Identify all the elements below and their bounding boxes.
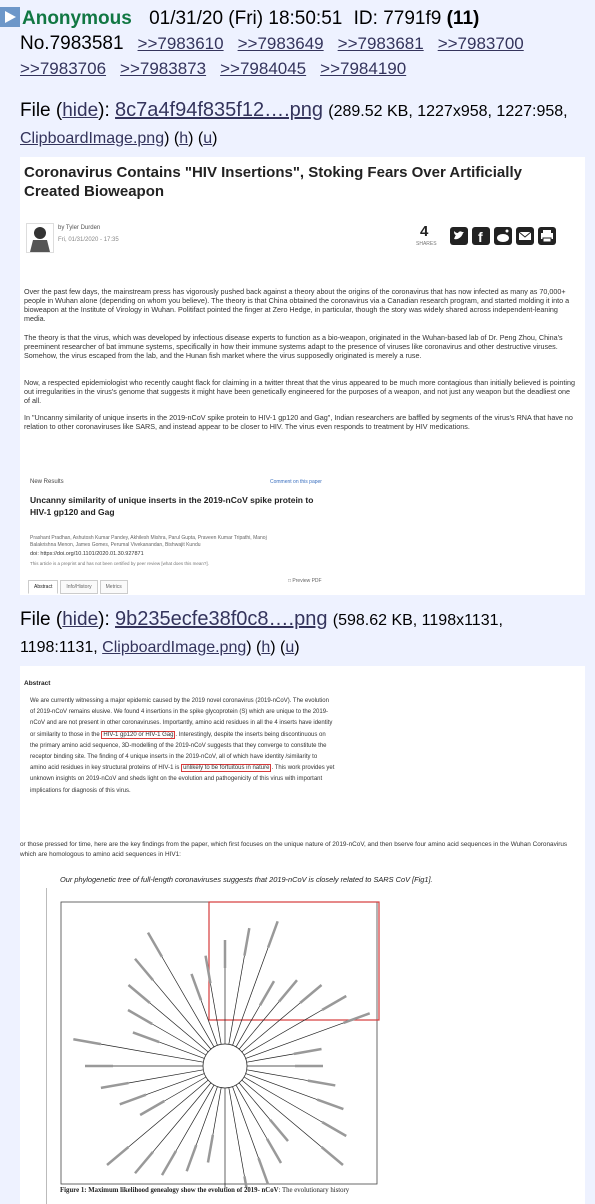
pdf-icon: □ <box>288 578 293 584</box>
svg-text:f: f <box>478 229 483 245</box>
tree-leaf-label <box>135 959 153 980</box>
tree-branch <box>152 1024 206 1055</box>
tree-leaf-label <box>259 1158 269 1184</box>
article-paragraph-2: The theory is that the virus, which was developed by infectious disease experts to function as a bio-weapon, originated in the Wuhan-based lab of Dr. Peng Zhou, China's preeminent researcher of bat immune systems, specifically in how their immune systems adapt to the presence of viruses like coronavirus and other destructive viruses. Somehow, the virus escaped from the lab, and the Hunan fish market where the virus supposedly originated is merely a ruse. <box>24 333 563 360</box>
tree-leaf-label <box>191 974 201 1000</box>
quotelink[interactable]: >>7983700 <box>437 34 524 53</box>
h-link[interactable]: h <box>179 130 189 147</box>
tree-branch <box>229 1088 245 1177</box>
quotelink[interactable]: >>7984190 <box>320 59 407 78</box>
figure-caption-rest: : The evolutionary history <box>278 1187 350 1194</box>
tree-branch <box>236 1085 267 1139</box>
new-results-label: New Results <box>30 479 64 485</box>
tree-root-ring <box>203 1044 247 1088</box>
attached-image-1[interactable] <box>20 157 585 595</box>
tree-leaf-label <box>206 956 211 984</box>
tree-leaf-label <box>270 1120 288 1141</box>
file-link[interactable]: 8c7a4f94f835f12….png <box>115 99 323 121</box>
reddit-icon[interactable] <box>494 227 512 245</box>
highlight-hiv: HIV-1 gp120 or HIV-1 Gag <box>103 731 174 738</box>
tab-metrics[interactable]: Metrics <box>100 580 128 594</box>
original-filename[interactable]: ClipboardImage.png <box>20 130 165 147</box>
tree-leaf-label <box>322 1122 346 1136</box>
article-title: Coronavirus Contains "HIV Insertions", Stoking Fears Over Artificially Created Bioweapon <box>24 164 522 200</box>
post-datetime: 01/31/20 (Fri) 18:50:51 <box>149 8 343 29</box>
tree-leaf-label <box>322 996 346 1010</box>
file-size: 289.52 KB, 1227x958, <box>333 103 492 120</box>
paper-title: Uncanny similarity of unique inserts in the 2019-nCoV spike protein to HIV-1 gp120 and Gag <box>30 495 314 517</box>
tree-leaf-label <box>128 1010 152 1024</box>
article-paragraph-3: Now, a respected epidemiologist who recently caught flack for claiming in a twitter threat that the virus appeared to be much more contagious than initially believed is pointing out irregularities in the virus's genome that suggests it might have been genetically engineered for the purposes of a weapon, and not just any weapon but the deadliest one of all. <box>24 378 575 405</box>
original-filename[interactable]: ClipboardImage.png <box>102 639 247 656</box>
tree-leaf-label <box>162 1151 176 1175</box>
tree-leaf-label <box>135 1152 153 1173</box>
article-paragraph-1: Over the past few days, the mainstream press has vigorously pushed back against a theory about the origins of the coronavirus that has now infected as many as 70,000+ people in Wuhan alone (depending on whom you believe). The theory is that China obtained the coronavirus via a Canadian research program, and started molding it into a bioweapon at the Institute of Virology in Wuhan. Politifact pointed the finger at Zero Hedge, in particular, though the story was widely shared across independent-leaning media. <box>24 287 570 323</box>
abstract-text-part: We are currently witnessing a major epidemic caused by the 2019 novel coronavirus (2019-nCoV). The evolution of 2019-nCoV remains elusive. We found 4 insertions in the spike glycoprotein (S) which are unique to the 2019-nCoV and are not present in other coronaviruses. Importantly, amino acid residues in all the 4 inserts have identity or similarity to those in the <box>30 698 333 738</box>
tree-branch <box>196 1087 217 1145</box>
tree-branch <box>128 1070 203 1083</box>
quotelink[interactable]: >>7984045 <box>220 59 307 78</box>
file-info-2: File (hide): 9b235ecfe38f0c8….png (598.62 KB, 1198x1131, 1198:1131, ClipboardImage.png) (h) (u) <box>20 608 503 656</box>
tree-leaf-label <box>128 985 149 1003</box>
article-date: Fri, 01/31/2020 - 17:35 <box>58 237 119 243</box>
post-menu-icon[interactable] <box>0 7 20 27</box>
tree-branch <box>246 1074 317 1100</box>
abstract-text-part: . This work provides yet unknown insights on 2019-nCoV and sheds light on the evolution and pathogenicity of this virus with important implications for diagnosis of this virus. <box>30 765 335 794</box>
tree-leaf-label <box>120 1095 146 1105</box>
tree-branch <box>153 980 211 1049</box>
h-link[interactable]: h <box>261 639 271 656</box>
tree-leaf-label <box>343 1013 369 1023</box>
print-icon[interactable] <box>538 227 556 245</box>
tree-branch <box>233 948 269 1046</box>
tree-leaf-label <box>140 1101 164 1115</box>
post-number[interactable]: No.7983581 <box>20 33 124 54</box>
tree-branch <box>233 1087 259 1158</box>
file-ratio: 1198:1131, <box>20 639 98 656</box>
tree-leaf-label <box>300 985 321 1003</box>
file-link[interactable]: 9b235ecfe38f0c8….png <box>115 608 328 630</box>
tree-branch <box>244 1077 322 1122</box>
tree-branch <box>247 1070 308 1081</box>
phylogenetic-tree <box>47 888 581 1188</box>
tree-branch <box>213 1088 221 1135</box>
tree-branch <box>229 956 245 1045</box>
tree-leaf-label <box>101 1083 129 1088</box>
highlight-unlikely: unlikely to be fortuitous in nature <box>183 765 270 772</box>
tree-leaf-label <box>317 1100 343 1110</box>
email-icon[interactable] <box>516 227 534 245</box>
abstract-text <box>30 696 335 797</box>
tree-leaf-label <box>208 1135 213 1163</box>
tree-leaf-label <box>244 928 249 956</box>
id-label: ID: <box>353 8 378 29</box>
u-link[interactable]: u <box>285 639 295 656</box>
post-header <box>0 6 595 81</box>
paper-authors: Prashant Pradhan, Ashutosh Kumar Pandey, Akhilesh Mishra, Parul Gupta, Praveen Kumar Tripathi, Manoj Balakrishna Menon, James Gomes, Perumal Vivekanandan, Bishwajit Kundu <box>30 535 267 548</box>
tree-leaf-label <box>279 980 297 1001</box>
author-avatar <box>26 223 54 253</box>
summary-text: or those pressed for time, here are the key findings from the paper, which first focuses on the unique nature of 2019-nCoV, and then bserve four amino acid sequences in the Wuhan Coronavirus which are homologous to amino acid sequences in HIV1: <box>20 841 568 858</box>
tree-leaf-label <box>294 1049 322 1054</box>
tree-branch <box>239 1083 270 1120</box>
phylogenetic-tree-panel <box>46 888 581 1204</box>
quotelink[interactable]: >>7983649 <box>237 34 324 53</box>
comment-link[interactable]: Comment on this paper <box>270 479 322 485</box>
shares-count: 4 <box>420 223 429 240</box>
abstract-heading: Abstract <box>24 680 51 687</box>
tree-branch <box>242 1080 322 1147</box>
poster-name: Anonymous <box>22 8 132 29</box>
shares-label: SHARES <box>416 241 437 247</box>
tree-branch <box>210 983 221 1044</box>
tree-branch <box>101 1044 203 1062</box>
tree-branch <box>244 1010 322 1055</box>
tree-branch <box>153 1083 211 1152</box>
quotelink[interactable]: >>7983681 <box>337 34 424 53</box>
quotelink[interactable]: >>7983873 <box>120 59 207 78</box>
quotelink[interactable]: >>7983706 <box>20 59 107 78</box>
tree-leaf-label <box>187 1145 197 1171</box>
figure-title: Maximum likelihood genealogy show the evolution of 2019- nCoV <box>88 1187 279 1194</box>
tree-leaf-label <box>268 921 278 947</box>
file-size: 598.62 KB, 1198x1131, <box>338 612 503 629</box>
tree-leaf-label <box>107 1147 128 1165</box>
paper-doi: doi: https://doi.org/10.1101/2020.01.30.927871 <box>30 551 144 557</box>
twitter-icon[interactable] <box>450 227 468 245</box>
article-paragraph-4: In "Uncanny similarity of unique inserts in the 2019-nCoV spike protein to HIV-1 gp120 and Gag", Indian researchers are baffled by segments of the virus's RNA that have no relation to other coronaviruses like SARS, and instead appear to be closer to HIV. The virus even responds to treatment by HIV medications. <box>24 413 573 431</box>
tree-leaf-label <box>267 1139 281 1163</box>
tree-leaf-label <box>133 1032 159 1042</box>
preview-pdf-link[interactable] <box>288 578 322 584</box>
figure-label: Figure 1: <box>60 1187 87 1194</box>
preprint-notice: This article is a preprint and has not been certified by peer review [what does this mean?]. <box>30 561 209 566</box>
hide-link[interactable]: hide <box>62 100 99 121</box>
figure-caption <box>60 1187 349 1194</box>
author-name: by Tyler Durden <box>58 225 101 231</box>
tree-caption: Our phylogenetic tree of full-length coronaviruses suggests that 2019-nCoV is closely related to SARS CoV [Fig1]. <box>60 875 433 884</box>
tab-info-history[interactable]: Info/History <box>60 580 97 594</box>
hide-link[interactable]: hide <box>62 609 99 630</box>
tree-leaf-label <box>73 1039 101 1044</box>
preview-pdf-label: Preview PDF <box>292 578 322 584</box>
tree-branch <box>146 1074 204 1095</box>
paper-tabs <box>28 575 130 594</box>
facebook-icon[interactable] <box>472 227 490 245</box>
tree-leaf-label <box>322 1147 343 1165</box>
u-link[interactable]: u <box>203 130 213 147</box>
tab-abstract[interactable]: Abstract <box>28 580 58 594</box>
file-info-1: File (hide): 8c7a4f94f835f12….png (289.52 KB, 1227x958, 1227:958, ClipboardImage.png) (h) (u) <box>20 99 568 147</box>
abstract-text-part: . Interestingly, despite the inserts being discontinuous on the primary amino acid sequence, 3D-modelling of the 2019-nCoV suggests that they converge to constitute the receptor binding site. The finding of 4 unique inserts in the 2019-nCoV, all of which have identity /similarity to amino acid residues in key structural proteins of HIV-1 is <box>30 731 327 772</box>
poster-id[interactable]: 7791f9 <box>383 8 442 29</box>
quotelink[interactable]: >>7983610 <box>137 34 224 53</box>
id-post-count: (11) <box>446 8 480 29</box>
tree-leaf-label <box>260 981 274 1005</box>
file-prefix: File <box>20 609 51 630</box>
file-ratio: 1227:958, <box>496 103 568 120</box>
tree-leaf-label <box>148 933 162 957</box>
tree-branch <box>247 1054 294 1062</box>
file-prefix: File <box>20 100 51 121</box>
tree-branch <box>162 957 214 1047</box>
tree-leaf-label <box>308 1081 336 1086</box>
attached-image-2[interactable] <box>20 666 585 1204</box>
